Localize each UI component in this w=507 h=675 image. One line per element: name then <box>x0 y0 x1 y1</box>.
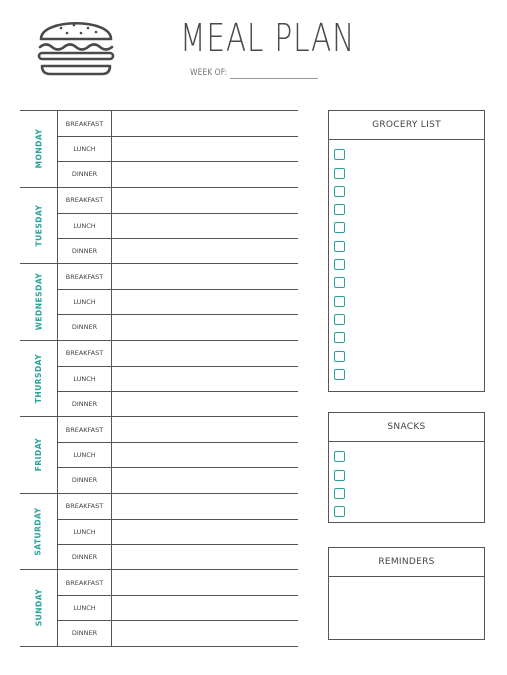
snacks-checklist <box>329 442 484 517</box>
day-label <box>20 417 57 493</box>
grocery-checklist <box>329 140 484 380</box>
meal-entry-row[interactable] <box>57 188 298 213</box>
meal-entry-row[interactable] <box>57 417 298 442</box>
meal-entry-row[interactable] <box>57 136 298 161</box>
meal-label: DINNER <box>57 468 112 492</box>
meal-entry-row[interactable] <box>57 467 298 492</box>
burger-icon <box>36 16 116 78</box>
meal-rows <box>57 570 298 646</box>
page-title: MEAL PLAN <box>180 16 356 60</box>
meal-entry-row[interactable] <box>57 161 298 186</box>
day-block <box>20 187 298 264</box>
meal-label: LUNCH <box>57 137 112 161</box>
meal-entry-row[interactable] <box>57 570 298 595</box>
meal-entry-row[interactable] <box>57 213 298 238</box>
checkbox-icon[interactable] <box>334 470 345 481</box>
checkbox-icon[interactable] <box>334 204 345 215</box>
meal-label: LUNCH <box>57 290 112 314</box>
meal-entry-row[interactable] <box>57 289 298 314</box>
meal-entry-row[interactable] <box>57 366 298 391</box>
meal-rows <box>57 188 298 264</box>
checkbox-icon[interactable] <box>334 506 345 517</box>
meal-rows <box>57 264 298 340</box>
checkbox-icon[interactable] <box>334 259 345 270</box>
meal-label: BREAKFAST <box>57 188 112 213</box>
meal-rows <box>57 341 298 417</box>
day-name: TUESDAY <box>34 204 44 247</box>
meal-label: DINNER <box>57 621 112 645</box>
day-name: THURSDAY <box>34 353 43 403</box>
day-name: SATURDAY <box>34 507 44 556</box>
day-name: FRIDAY <box>34 438 43 472</box>
checkbox-icon[interactable] <box>334 314 345 325</box>
meal-label: BREAKFAST <box>57 111 112 136</box>
day-label <box>20 570 57 646</box>
checkbox-icon[interactable] <box>334 451 345 462</box>
meal-entry-row[interactable] <box>57 519 298 544</box>
meal-label: LUNCH <box>57 596 112 620</box>
meal-entry-row[interactable] <box>57 264 298 289</box>
checkbox-icon[interactable] <box>334 222 345 233</box>
day-block <box>20 493 298 570</box>
day-block <box>20 263 298 340</box>
reminders-section <box>328 547 485 640</box>
meal-entry-row[interactable] <box>57 391 298 416</box>
meal-entry-row[interactable] <box>57 314 298 339</box>
meal-rows <box>57 111 298 187</box>
meal-entry-row[interactable] <box>57 494 298 519</box>
meal-label: DINNER <box>57 315 112 339</box>
meal-entry-row[interactable] <box>57 620 298 645</box>
checkbox-icon[interactable] <box>334 168 345 179</box>
grocery-list-title: GROCERY LIST <box>329 111 484 140</box>
day-block <box>20 569 298 647</box>
meal-label: LUNCH <box>57 367 112 391</box>
day-label <box>20 264 57 340</box>
checkbox-icon[interactable] <box>334 296 345 307</box>
meal-entry-row[interactable] <box>57 544 298 569</box>
day-label <box>20 494 57 570</box>
checkbox-icon[interactable] <box>334 149 345 160</box>
meal-label: DINNER <box>57 162 112 186</box>
reminders-title: REMINDERS <box>329 548 484 577</box>
checkbox-icon[interactable] <box>334 241 345 252</box>
meal-entry-row[interactable] <box>57 341 298 366</box>
meal-label: DINNER <box>57 392 112 416</box>
day-name: WEDNESDAY <box>34 272 44 331</box>
meal-label: LUNCH <box>57 443 112 467</box>
day-name: SUNDAY <box>34 588 44 627</box>
snacks-title: SNACKS <box>329 413 484 442</box>
checkbox-icon[interactable] <box>334 351 345 362</box>
grocery-list-section <box>328 110 485 392</box>
day-block <box>20 416 298 493</box>
checkbox-icon[interactable] <box>334 488 345 499</box>
meal-label: LUNCH <box>57 214 112 238</box>
checkbox-icon[interactable] <box>334 332 345 343</box>
meal-label: BREAKFAST <box>57 264 112 289</box>
reminders-area[interactable] <box>329 577 484 639</box>
checkbox-icon[interactable] <box>334 277 345 288</box>
meal-label: DINNER <box>57 239 112 263</box>
meal-entry-row[interactable] <box>57 238 298 263</box>
meal-entry-row[interactable] <box>57 111 298 136</box>
checkbox-icon[interactable] <box>334 186 345 197</box>
day-block <box>20 340 298 417</box>
meal-rows <box>57 494 298 570</box>
meal-label: BREAKFAST <box>57 341 112 366</box>
meal-label: BREAKFAST <box>57 417 112 442</box>
meal-entry-row[interactable] <box>57 442 298 467</box>
checkbox-icon[interactable] <box>334 369 345 380</box>
day-label <box>20 341 57 417</box>
day-block <box>20 110 298 187</box>
meal-label: BREAKFAST <box>57 494 112 519</box>
week-of-field[interactable] <box>230 78 318 79</box>
meal-label: DINNER <box>57 545 112 569</box>
meal-label: BREAKFAST <box>57 570 112 595</box>
snacks-section <box>328 412 485 523</box>
day-label <box>20 111 57 187</box>
week-of-label: WEEK OF: <box>190 68 228 78</box>
meal-rows <box>57 417 298 493</box>
day-label <box>20 188 57 264</box>
weekly-planner <box>20 110 298 647</box>
meal-entry-row[interactable] <box>57 595 298 620</box>
meal-label: LUNCH <box>57 520 112 544</box>
day-name: MONDAY <box>34 128 44 169</box>
